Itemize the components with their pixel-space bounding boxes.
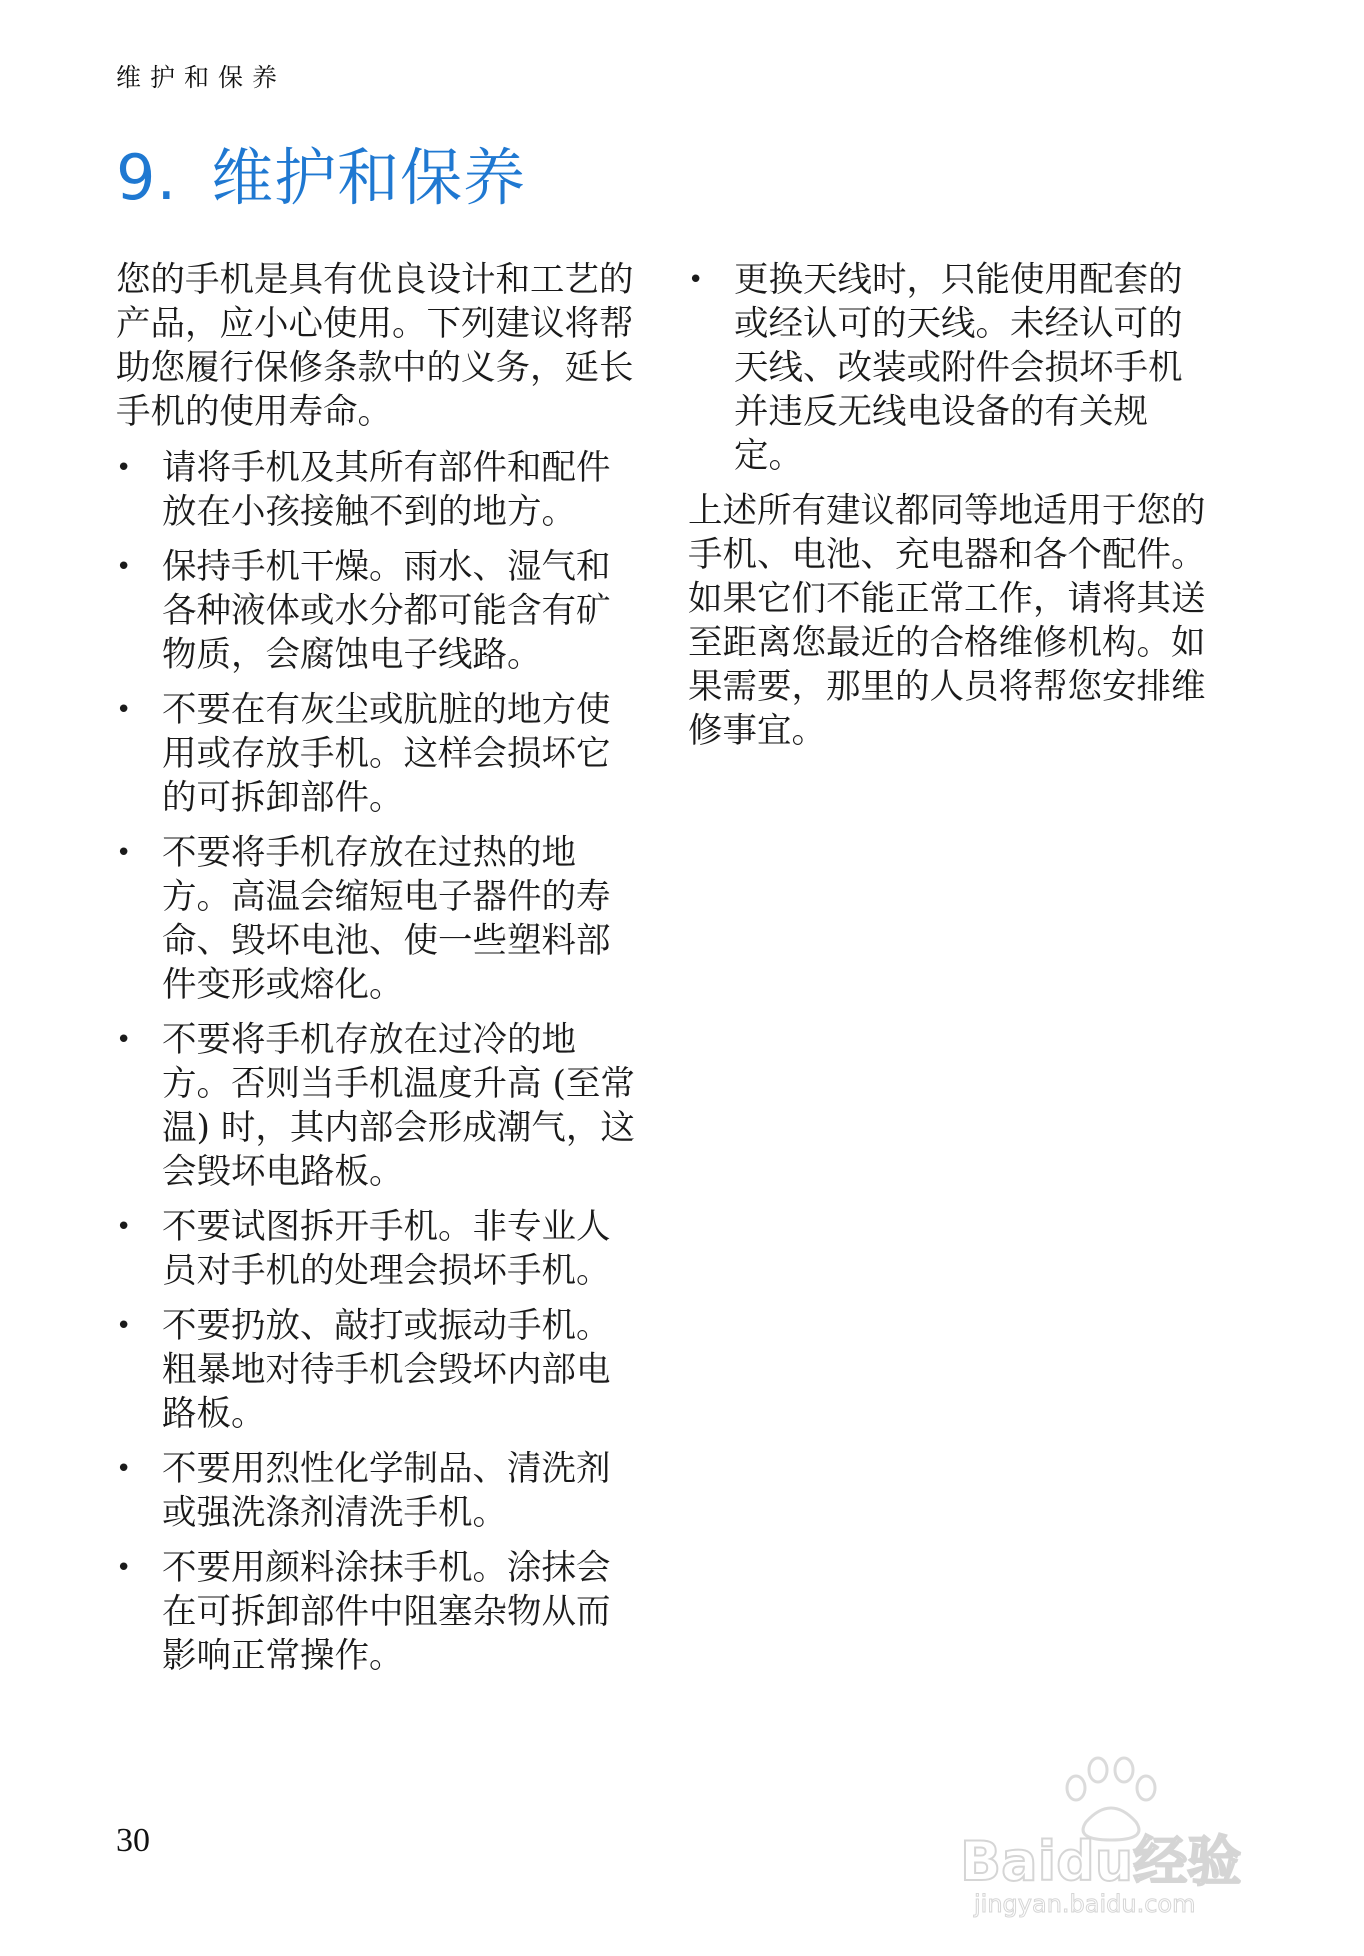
- right-column: [688, 258, 1208, 765]
- care-list: [116, 446, 636, 1678]
- list-item-text: 不要在有灰尘或肮脏的地方使用或存放手机。这样会损坏它的可拆卸部件。: [162, 690, 611, 818]
- bullet-dot-icon: •: [116, 453, 132, 483]
- intro-paragraph: 您的手机是具有优良设计和工艺的产品，应小心使用。下列建议将帮助您履行保修条款中的义务，延长手机的使用寿命。: [116, 260, 634, 432]
- paw-icon: [1067, 1758, 1155, 1840]
- list-item: [116, 1447, 636, 1535]
- chapter-title-text: 维护和保养: [211, 141, 527, 214]
- bullet-dot-icon: •: [116, 1311, 132, 1341]
- list-item: [688, 258, 1208, 478]
- running-header: 维护和保养: [116, 63, 287, 92]
- list-item-text: 不要扔放、敲打或振动手机。粗暴地对待手机会毁坏内部电路板。: [162, 1306, 611, 1434]
- list-item-text: 不要将手机存放在过热的地方。高温会缩短电子器件的寿命、毁坏电池、使一些塑料部件变形或熔化。: [162, 833, 611, 1005]
- baidu-watermark: [958, 1748, 1288, 1918]
- bullet-dot-icon: •: [116, 1454, 132, 1484]
- list-item: [116, 1304, 636, 1436]
- left-column: [116, 258, 636, 1689]
- watermark-brand: Baidu经验: [960, 1830, 1242, 1893]
- bullet-dot-icon: •: [116, 1212, 132, 1242]
- list-item-text: 请将手机及其所有部件和配件放在小孩接触不到的地方。: [162, 448, 611, 532]
- chapter-number: 9.: [116, 141, 178, 214]
- list-item: [116, 545, 636, 677]
- list-item: [116, 446, 636, 534]
- list-item-text: 不要将手机存放在过冷的地方。否则当手机温度升高 (至常温) 时，其内部会形成潮气，这会毁坏电路板。: [162, 1020, 635, 1192]
- list-item: [116, 831, 636, 1007]
- closing-paragraph: 上述所有建议都同等地适用于您的手机、电池、充电器和各个配件。如果它们不能正常工作，请将其送至距离您最近的合格维修机构。如果需要，那里的人员将帮您安排维修事宜。: [688, 491, 1206, 751]
- bullet-dot-icon: •: [116, 552, 132, 582]
- bullet-dot-icon: •: [116, 838, 132, 868]
- list-item-text: 不要用颜料涂抹手机。涂抹会在可拆卸部件中阻塞杂物从而影响正常操作。: [162, 1548, 611, 1676]
- list-item: [116, 1546, 636, 1678]
- list-item: [116, 688, 636, 820]
- list-item: [116, 1018, 636, 1194]
- bullet-dot-icon: •: [688, 265, 704, 295]
- list-item: [116, 1205, 636, 1293]
- bullet-dot-icon: •: [116, 1025, 132, 1055]
- watermark-url: jingyan.baidu.com: [974, 1890, 1196, 1918]
- chapter-title: [116, 128, 526, 217]
- bullet-dot-icon: •: [116, 1553, 132, 1583]
- list-item-text: 保持手机干燥。雨水、湿气和各种液体或水分都可能含有矿物质，会腐蚀电子线路。: [162, 547, 611, 675]
- list-item-text: 不要试图拆开手机。非专业人员对手机的处理会损坏手机。: [162, 1207, 611, 1291]
- page-number: 30: [116, 1822, 150, 1859]
- list-item-text: 不要用烈性化学制品、清洗剂或强洗涤剂清洗手机。: [162, 1449, 611, 1533]
- list-item-text: 更换天线时，只能使用配套的或经认可的天线。未经认可的天线、改装或附件会损坏手机并违反无线电设备的有关规定。: [734, 260, 1183, 476]
- antenna-list: [688, 258, 1208, 478]
- bullet-dot-icon: •: [116, 695, 132, 725]
